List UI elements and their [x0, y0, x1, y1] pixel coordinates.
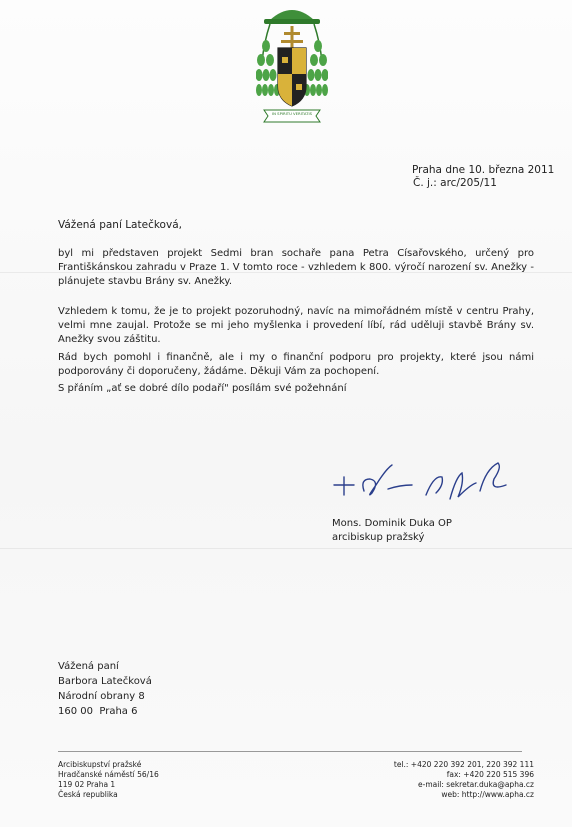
signer-block [332, 517, 452, 545]
salutation: Vážená paní Latečková, [58, 219, 182, 231]
signer-title: arcibiskup pražský [332, 532, 425, 543]
place-date: Praha dne 10. března 2011 [412, 164, 555, 176]
date-reference-block [412, 164, 554, 190]
footer-contacts [394, 760, 534, 800]
footer-line: Česká republika [58, 790, 118, 799]
recipient-address [58, 659, 152, 719]
footer-line: Hradčanské náměstí 56/16 [58, 770, 159, 779]
crest-motto: IN SPIRITU VERITATIS [272, 111, 312, 116]
address-line: Barbora Latečková [58, 676, 152, 687]
handwritten-signature [330, 455, 520, 510]
letter-paragraph: Rád bych pomohl i finančně, ale i my o finanční podporu pro projekty, které jsou námi podporovány či doporučeny, žádáme. Děkuji Vám za pochopení. [58, 352, 534, 377]
footer-fax: fax: +420 220 515 396 [446, 770, 534, 779]
footer-web: web: http://www.apha.cz [441, 790, 534, 799]
address-line: 160 00 Praha 6 [58, 706, 138, 717]
footer-phone: tel.: +420 220 392 201, 220 392 111 [393, 760, 534, 769]
closing-blessing: S přáním „ať se dobré dílo podaří" posílám své požehnání [58, 383, 347, 394]
letter-paragraph: byl mi představen projekt Sedmi bran sochaře pana Petra Císařovského, určený pro Františkánskou zahradu v Praze 1. V tomto roce - vzhledem k 800. výročí narození sv. Anežky - plánujete stavbu Brány sv. Anežky. [58, 248, 534, 287]
paper-fold-line [0, 548, 572, 549]
letter-paragraph: Vzhledem k tomu, že je to projekt pozoruhodný, navíc na mimořádném místě v centru Prahy, velmi mne zaujal. Protože se mi jeho myšlenka i provedení líbí, rád uděluji stavbě Brány sv. Anežky svou záštitu. [58, 306, 534, 345]
signer-name: Mons. Dominik Duka OP [332, 518, 452, 529]
footer-email: e-mail: sekretar.duka@apha.cz [418, 780, 534, 789]
footer-line: 119 02 Praha 1 [58, 780, 116, 789]
footer-sender-address [58, 760, 159, 800]
footer-line: Arcibiskupství pražské [58, 760, 142, 769]
footer-divider [58, 751, 522, 752]
reference-number: Č. j.: arc/205/11 [413, 177, 497, 189]
address-line: Vážená paní [58, 661, 119, 672]
address-line: Národní obrany 8 [58, 691, 145, 702]
